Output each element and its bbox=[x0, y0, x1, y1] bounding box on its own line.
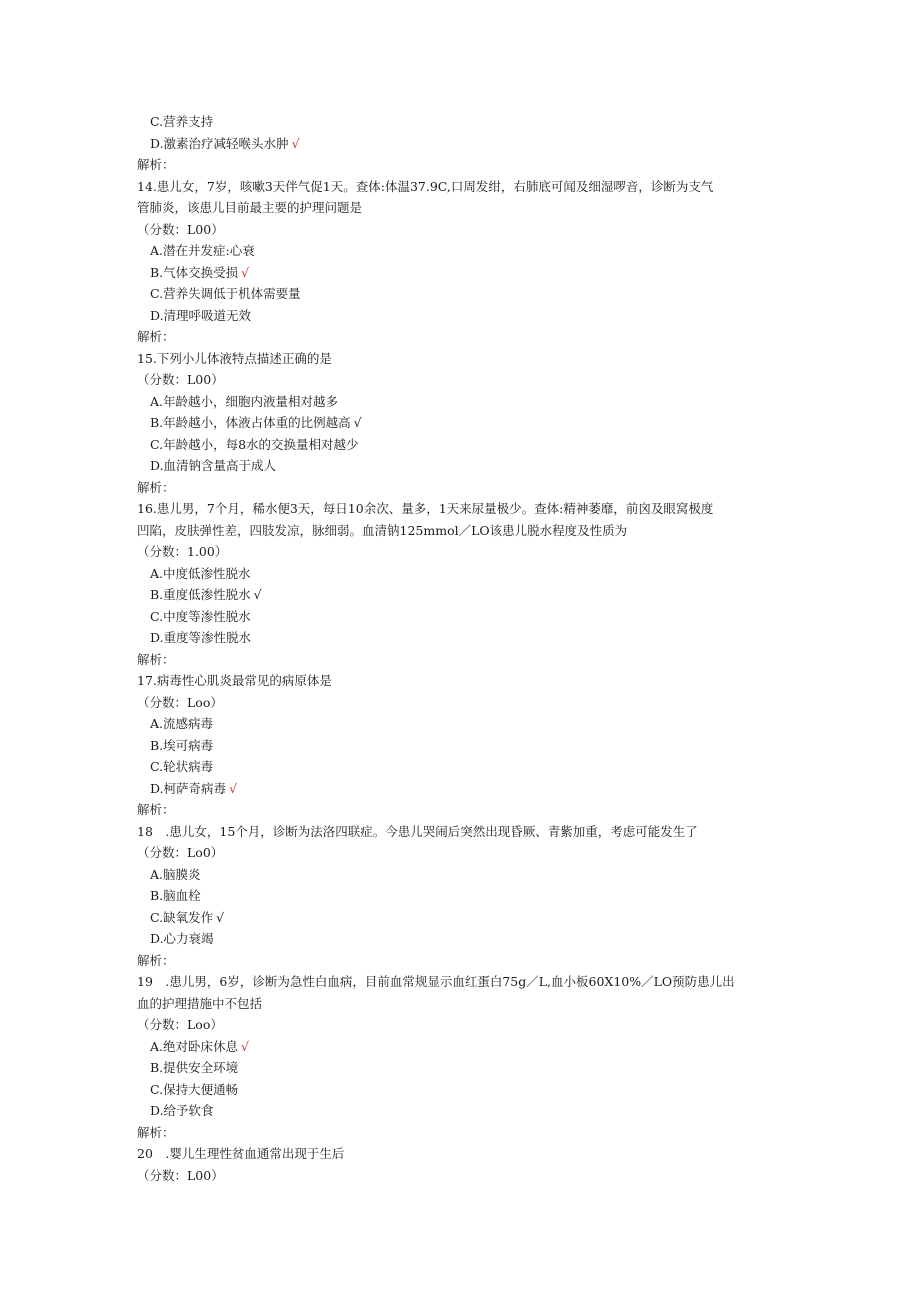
line-text: 血的护理措施中不包括 bbox=[137, 995, 263, 1011]
analysis-label bbox=[0, 649, 920, 671]
line-text: B.年龄越小，体液占体重的比例越高 bbox=[150, 415, 351, 430]
question-text bbox=[0, 197, 920, 219]
question-text bbox=[0, 176, 920, 198]
score-note bbox=[0, 219, 920, 241]
question-text bbox=[0, 670, 920, 692]
line-text: D.心力衰竭 bbox=[150, 931, 214, 946]
question-text bbox=[0, 971, 920, 993]
answer-option bbox=[0, 1057, 920, 1079]
line-text: A.绝对卧床休息 bbox=[150, 1038, 239, 1054]
line-text: C.营养支持 bbox=[150, 114, 214, 129]
answer-option bbox=[0, 885, 920, 907]
answer-option bbox=[0, 305, 920, 327]
analysis-label bbox=[0, 477, 920, 499]
line-text: A.流感病毒 bbox=[150, 716, 214, 731]
line-text: （分数：1.00） bbox=[137, 544, 228, 559]
line-text: D.血清钠含量高于成人 bbox=[150, 458, 277, 473]
line-text: 18 .患儿女，15个月，诊断为法洛四联症。今患儿哭闹后突然出现昏厥、青紫加重，考虑可能发生了 bbox=[137, 823, 698, 839]
line-text: D.柯萨奇病毒 bbox=[150, 780, 227, 796]
checkmark-icon: √ bbox=[216, 909, 225, 925]
line-text: B.气体交换受损 bbox=[150, 264, 239, 280]
question-text bbox=[0, 520, 920, 542]
line-text: 解析： bbox=[137, 802, 175, 817]
answer-option bbox=[0, 1100, 920, 1122]
line-text: C.年龄越小，每8水的交换量相对越少 bbox=[150, 436, 359, 452]
answer-option bbox=[0, 713, 920, 735]
line-text: A.脑膜炎 bbox=[150, 866, 201, 882]
line-text: C.保持大便通畅 bbox=[150, 1081, 239, 1097]
answer-option bbox=[0, 1079, 920, 1101]
analysis-label bbox=[0, 1122, 920, 1144]
line-text: （分数：Lo0） bbox=[137, 845, 224, 860]
exam-document bbox=[0, 111, 920, 1186]
line-text: 凹陷，皮肤弹性差，四肢发凉，脉细弱。血清钠125mmol／LO该患儿脱水程度及性质为 bbox=[137, 522, 628, 538]
line-text: C.缺氧发作 bbox=[150, 909, 214, 925]
line-text: 20 .婴儿生理性贫血通常出现于生后 bbox=[137, 1146, 345, 1161]
line-text: 解析： bbox=[137, 1124, 175, 1140]
line-text: 解析： bbox=[137, 952, 175, 968]
checkmark-icon: √ bbox=[241, 1038, 249, 1054]
analysis-label bbox=[0, 154, 920, 176]
line-text: 解析： bbox=[137, 651, 175, 667]
question-text bbox=[0, 498, 920, 520]
answer-option bbox=[0, 434, 920, 456]
line-text: D.重度等渗性脱水 bbox=[150, 630, 252, 645]
line-text: A.潜在并发症:心衰 bbox=[150, 243, 255, 258]
answer-option bbox=[0, 391, 920, 413]
line-text: （分数：Loo） bbox=[137, 694, 223, 710]
line-text: 19 .患儿男，6岁，诊断为急性白血病，目前血常规显示血红蛋白75g／L,血小板60X10%／LO预防患儿出 bbox=[137, 974, 735, 989]
answer-option bbox=[0, 928, 920, 950]
answer-option bbox=[0, 111, 920, 133]
score-note bbox=[0, 842, 920, 864]
line-text: C.轮状病毒 bbox=[150, 759, 214, 774]
line-text: （分数：L00） bbox=[137, 372, 224, 387]
question-text bbox=[0, 1143, 920, 1165]
analysis-label bbox=[0, 326, 920, 348]
line-text: （分数：L00） bbox=[137, 221, 224, 237]
checkmark-icon: √ bbox=[229, 780, 238, 796]
checkmark-icon: √ bbox=[241, 264, 250, 280]
answer-option bbox=[0, 133, 920, 155]
line-text: 17.病毒性心肌炎最常见的病原体是 bbox=[137, 673, 332, 688]
checkmark-icon: √ bbox=[291, 135, 300, 151]
answer-option bbox=[0, 455, 920, 477]
line-text: （分数：Loo） bbox=[137, 1017, 223, 1032]
line-text: 16.患儿男，7个月，稀水便3天，每日10余次、量多，1天来尿量极少。查体:精神萎靡，前囟及眼窝极度 bbox=[137, 501, 714, 516]
line-text: 解析： bbox=[137, 157, 175, 172]
line-text: A.中度低渗性脱水 bbox=[150, 565, 251, 581]
answer-option bbox=[0, 584, 920, 606]
line-text: 解析： bbox=[137, 329, 175, 344]
answer-option bbox=[0, 627, 920, 649]
line-text: 15.下列小儿体液特点描述正确的是 bbox=[137, 350, 332, 366]
checkmark-icon: √ bbox=[353, 415, 362, 430]
answer-option bbox=[0, 262, 920, 284]
line-text: B.提供安全环境 bbox=[150, 1060, 239, 1075]
answer-option bbox=[0, 735, 920, 757]
line-text: 解析： bbox=[137, 479, 175, 495]
answer-option bbox=[0, 756, 920, 778]
line-text: A.年龄越小，细胞内液量相对越多 bbox=[150, 393, 339, 409]
score-note bbox=[0, 1014, 920, 1036]
line-text: 14.患儿女，7岁，咳嗽3天伴气促1天。查体:体温37.9C,口周发绀，右肺底可闻及细湿啰音，诊断为支气 bbox=[137, 178, 714, 194]
answer-option bbox=[0, 606, 920, 628]
line-text: B.重度低渗性脱水 bbox=[150, 587, 251, 602]
line-text: D.给予软食 bbox=[150, 1103, 214, 1118]
line-text: C.中度等渗性脱水 bbox=[150, 608, 251, 624]
line-text: （分数：L00） bbox=[137, 1167, 224, 1183]
answer-option bbox=[0, 1036, 920, 1058]
score-note bbox=[0, 692, 920, 714]
answer-option bbox=[0, 563, 920, 585]
analysis-label bbox=[0, 950, 920, 972]
line-text: B.埃可病毒 bbox=[150, 737, 214, 753]
answer-option bbox=[0, 240, 920, 262]
score-note bbox=[0, 1165, 920, 1187]
answer-option bbox=[0, 412, 920, 434]
answer-option bbox=[0, 283, 920, 305]
line-text: D.激素治疗减轻喉头水肿 bbox=[150, 135, 289, 151]
question-text bbox=[0, 348, 920, 370]
line-text: B.脑血栓 bbox=[150, 888, 201, 903]
answer-option bbox=[0, 907, 920, 929]
answer-option bbox=[0, 778, 920, 800]
score-note bbox=[0, 369, 920, 391]
line-text: D.清理呼吸道无效 bbox=[150, 307, 252, 323]
score-note bbox=[0, 541, 920, 563]
checkmark-icon: √ bbox=[253, 587, 262, 602]
answer-option bbox=[0, 864, 920, 886]
line-text: 管肺炎，该患儿目前最主要的护理问题是 bbox=[137, 200, 363, 215]
analysis-label bbox=[0, 799, 920, 821]
question-text bbox=[0, 993, 920, 1015]
question-text bbox=[0, 821, 920, 843]
line-text: C.营养失调低于机体需要量 bbox=[150, 286, 301, 301]
